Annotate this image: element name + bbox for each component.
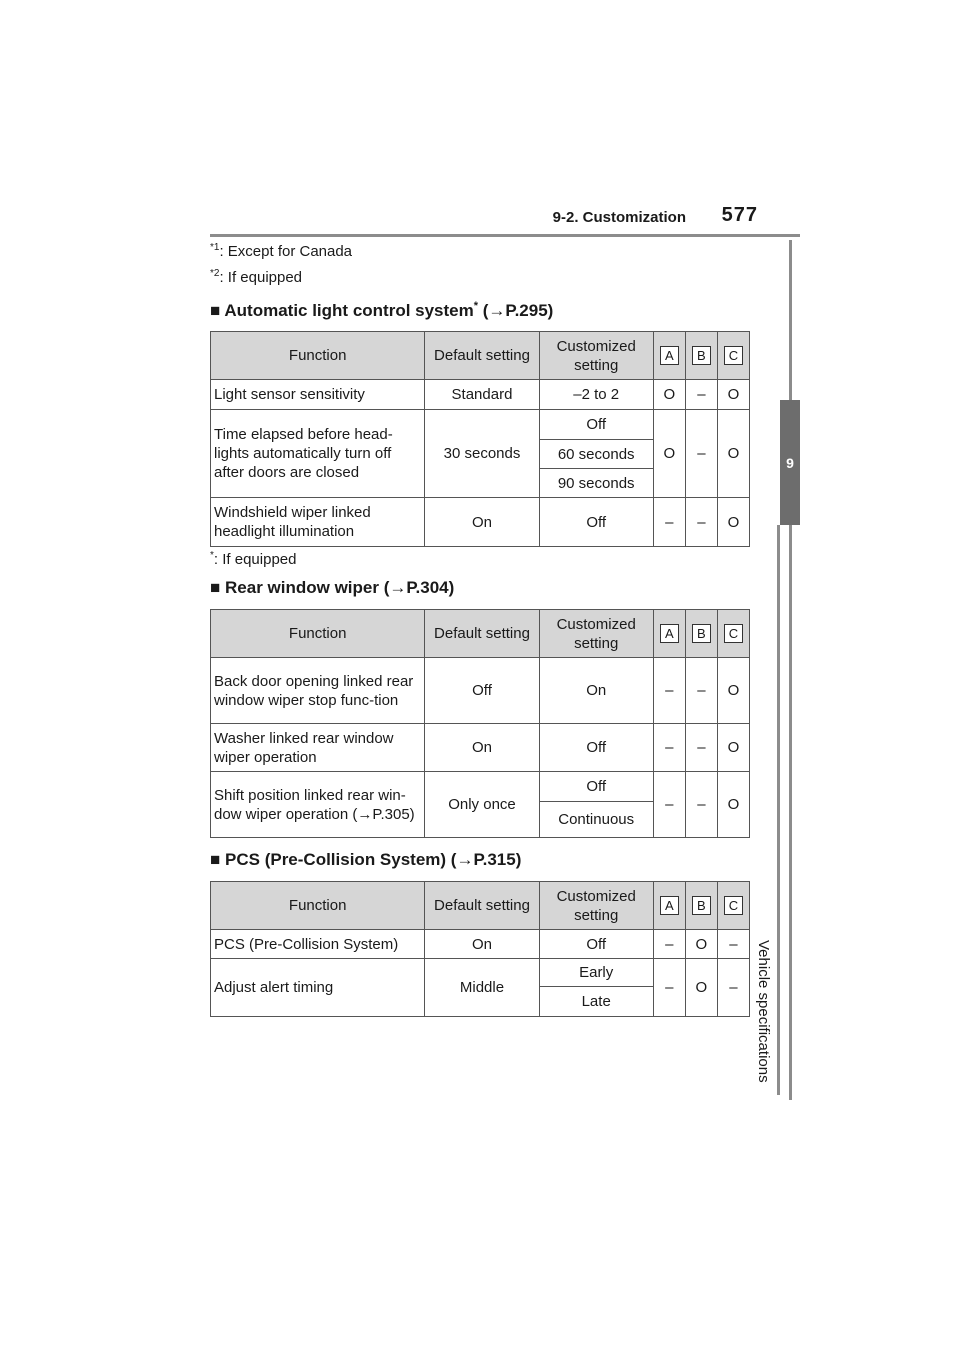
table-light-control	[210, 331, 750, 547]
heading-text: PCS (Pre-Collision System)	[225, 850, 447, 869]
badge-b: B	[692, 896, 711, 915]
cell-b: O	[685, 930, 717, 959]
cell-custom: On	[539, 658, 653, 724]
cell-function: PCS (Pre-Collision System)	[211, 930, 425, 959]
bullet: ■	[210, 578, 221, 597]
chapter-tab	[780, 400, 800, 525]
cell-default: On	[425, 724, 539, 772]
footnote-1	[210, 242, 352, 260]
cell-a: O	[653, 380, 685, 410]
table-row	[211, 380, 750, 410]
page-header	[210, 204, 800, 237]
cell-default: On	[425, 498, 539, 547]
header-b	[685, 882, 717, 930]
badge-c: C	[724, 624, 743, 643]
header-function: Function	[211, 882, 425, 930]
page-ref: (→P.304)	[379, 578, 455, 597]
table-row	[211, 930, 750, 959]
table-row	[211, 772, 750, 802]
header-b	[685, 332, 717, 380]
cell-custom: Continuous	[539, 802, 653, 838]
cell-custom: Off	[539, 410, 653, 440]
cell-a: O	[653, 410, 685, 498]
table-row	[211, 658, 750, 724]
badge-c: C	[724, 896, 743, 915]
cell-a: –	[653, 959, 685, 1017]
cell-b: –	[685, 772, 717, 838]
side-divider-inner	[777, 525, 780, 1095]
table-pcs	[210, 881, 750, 1017]
footnote-mark: *	[210, 550, 214, 561]
header-a	[653, 332, 685, 380]
header-c	[717, 610, 749, 658]
page-ref: (→P.315)	[446, 850, 522, 869]
side-divider	[789, 240, 792, 1100]
footnote-3	[210, 550, 296, 568]
cell-function: Shift position linked rear win-dow wiper operation (→P.305)	[211, 772, 425, 838]
table-row	[211, 724, 750, 772]
header-c	[717, 882, 749, 930]
page-number: 577	[721, 204, 758, 226]
cell-a: –	[653, 498, 685, 547]
table-header-row	[211, 610, 750, 658]
section-heading-light	[210, 300, 553, 321]
section-title: 9-2. Customization	[552, 209, 686, 226]
chapter-label: Vehicle specifications	[755, 940, 772, 1083]
cell-function: Washer linked rear window wiper operation	[211, 724, 425, 772]
badge-b: B	[692, 624, 711, 643]
cell-b: –	[685, 724, 717, 772]
badge-c: C	[724, 346, 743, 365]
header-default: Default setting	[425, 882, 539, 930]
cell-c: O	[717, 410, 749, 498]
cell-a: –	[653, 724, 685, 772]
cell-function: Time elapsed before head-lights automatically turn off after doors are closed	[211, 410, 425, 498]
table-row	[211, 410, 750, 440]
header-custom: Customized setting	[539, 882, 653, 930]
header-custom: Customized setting	[539, 332, 653, 380]
badge-a: A	[660, 624, 679, 643]
table-row	[211, 498, 750, 547]
table-header-row	[211, 882, 750, 930]
cell-custom: Off	[539, 772, 653, 802]
cell-function: Light sensor sensitivity	[211, 380, 425, 410]
header-function: Function	[211, 332, 425, 380]
cell-custom: Off	[539, 724, 653, 772]
header-c	[717, 332, 749, 380]
cell-c: O	[717, 380, 749, 410]
cell-custom: Off	[539, 930, 653, 959]
page-ref: (→P.295)	[478, 301, 554, 320]
cell-c: O	[717, 772, 749, 838]
cell-custom: Off	[539, 498, 653, 547]
bullet: ■	[210, 850, 221, 869]
footnote-text: : Except for Canada	[219, 243, 353, 260]
cell-b: –	[685, 410, 717, 498]
header-function: Function	[211, 610, 425, 658]
cell-default: On	[425, 930, 539, 959]
cell-c: O	[717, 498, 749, 547]
cell-c: O	[717, 658, 749, 724]
cell-custom: Early	[539, 959, 653, 987]
heading-text: Rear window wiper	[225, 578, 379, 597]
cell-b: –	[685, 658, 717, 724]
header-b	[685, 610, 717, 658]
header-default: Default setting	[425, 610, 539, 658]
cell-c: –	[717, 959, 749, 1017]
header-default: Default setting	[425, 332, 539, 380]
cell-default: Only once	[425, 772, 539, 838]
cell-default: Middle	[425, 959, 539, 1017]
badge-a: A	[660, 346, 679, 365]
table-rear-wiper	[210, 609, 750, 838]
cell-custom: –2 to 2	[539, 380, 653, 410]
table-row	[211, 959, 750, 987]
footnote-mark: *1	[210, 242, 220, 253]
cell-default: 30 seconds	[425, 410, 539, 498]
section-heading-pcs	[210, 850, 521, 870]
cell-a: –	[653, 930, 685, 959]
cell-c: O	[717, 724, 749, 772]
badge-b: B	[692, 346, 711, 365]
cell-a: –	[653, 658, 685, 724]
cell-custom: 60 seconds	[539, 440, 653, 469]
cell-b: –	[685, 498, 717, 547]
footnote-mark: *2	[210, 268, 220, 279]
cell-c: –	[717, 930, 749, 959]
footnote-text: : If equipped	[213, 551, 297, 568]
cell-custom: Late	[539, 987, 653, 1017]
header-a	[653, 882, 685, 930]
cell-default: Standard	[425, 380, 539, 410]
chapter-number: 9	[786, 454, 794, 471]
header-a	[653, 610, 685, 658]
cell-function: Adjust alert timing	[211, 959, 425, 1017]
cell-default: Off	[425, 658, 539, 724]
header-custom: Customized setting	[539, 610, 653, 658]
cell-a: –	[653, 772, 685, 838]
heading-text: Automatic light control system	[224, 301, 474, 320]
cell-function: Windshield wiper linked headlight illumination	[211, 498, 425, 547]
footnote-text: : If equipped	[219, 269, 303, 286]
cell-b: O	[685, 959, 717, 1017]
badge-a: A	[660, 896, 679, 915]
heading-mark: *	[473, 300, 479, 312]
bullet: ■	[210, 301, 221, 320]
cell-custom: 90 seconds	[539, 469, 653, 498]
section-heading-rear-wiper	[210, 578, 454, 598]
table-header-row	[211, 332, 750, 380]
footnote-2	[210, 268, 302, 286]
cell-b: –	[685, 380, 717, 410]
cell-function: Back door opening linked rear window wiper stop func-tion	[211, 658, 425, 724]
